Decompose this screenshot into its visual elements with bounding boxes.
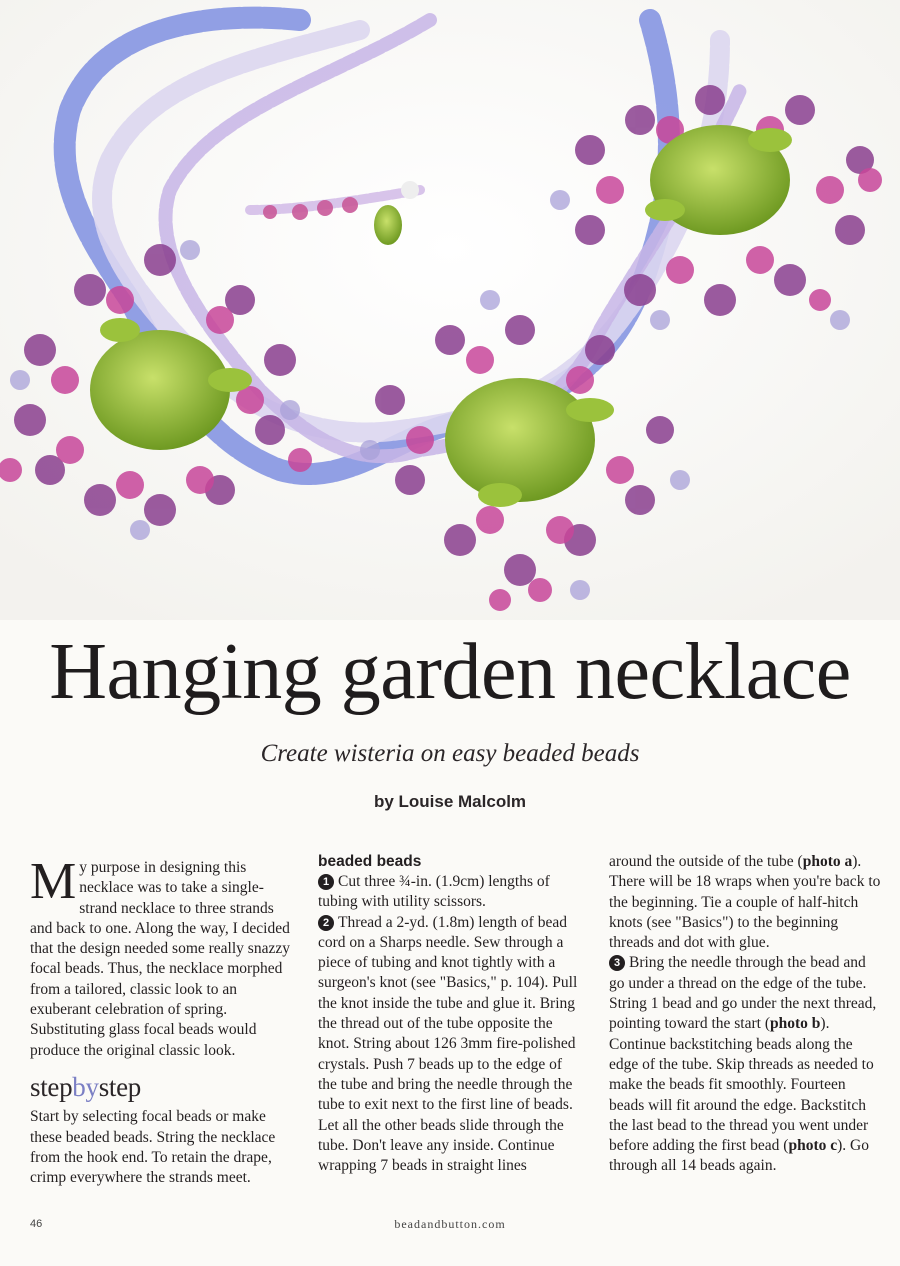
step-number-2: 2	[318, 915, 334, 931]
necklace-photo	[0, 0, 900, 620]
stepbystep-heading	[30, 1071, 300, 1102]
column-2	[318, 852, 580, 1176]
step-number-3: 3	[609, 955, 625, 971]
step-1	[318, 872, 580, 913]
intro-paragraph	[30, 853, 300, 1061]
section-heading-beaded-beads: beaded beads	[318, 853, 422, 870]
intro-text: y purpose in designing this necklace was to take a single-strand necklace to three strands and back to one. Along the way, I decided that the design needed some really snazzy focal beads. Thus, the necklace morphed from a tailored, classic look to an exuberant celebration of spring. Substituting glass focal beads would produce the original classic look.	[30, 859, 290, 1059]
photo-b-ref: photo b	[770, 1015, 821, 1033]
step-number-1: 1	[318, 874, 334, 890]
page-number: 46	[30, 1218, 43, 1230]
step-3-text-a: Bring the needle through the bead and go under a thread on the edge of the tube. String 1 bead and go under the next thread, pointing toward the start (	[609, 954, 877, 1033]
photo-c-ref: photo c	[788, 1137, 838, 1155]
step-1-text: Cut three ¾-in. (1.9cm) lengths of tubing with utility scissors.	[318, 873, 550, 911]
stepbystep-text: Start by selecting focal beads or make these beaded beads. String the necklace from the hook end. To retain the drape, crimp everywhere the strands meet.	[30, 1108, 276, 1187]
article-title: Hanging garden necklace	[49, 628, 851, 716]
drop-cap: M	[30, 853, 77, 910]
step-3	[609, 953, 883, 1176]
step-2-cont-a: around the outside of the tube (	[609, 853, 803, 870]
step-3-text-b: ). Continue backstitching beads along the edge of the tube. Skip threads as needed to make the beads fit smoothly. Fourteen beads will fit around the edge. Backstitch the last bead to the thread you went under before adding the first bead (	[609, 1015, 874, 1155]
step-2	[318, 913, 580, 1177]
step-3-text-c: ). Go through all 14 beads again.	[609, 1137, 869, 1175]
author-byline: by Louise Malcolm	[373, 792, 527, 811]
stepbystep-by: by	[72, 1071, 99, 1102]
stepbystep-step1: step	[30, 1071, 73, 1102]
photo-a-ref: photo a	[802, 853, 853, 870]
step-2-cont-b: ). There will be 18 wraps when you're back to the beginning. Tie a couple of half-hitch knots (see "Basics") to the beginning threads and dot with glue.	[609, 853, 881, 952]
column-1	[30, 853, 300, 1188]
article-subtitle: Create wisteria on easy beaded beads	[260, 740, 640, 767]
step-2-text: Thread a 2-yd. (1.8m) length of bead cord on a Sharps needle. Sew through a piece of tubing and knot tightly with a surgeon's knot (see "Basics," p. 104). Pull the knot inside the tube and glue it. Bring the thread out of the tube opposite the knot. String about 126 3mm fire-polished crystals. Push 7 beads up to the edge of the tube and bring the needle through the tube to exit next to the first line of beads. Let all the other beads slide through the tube. Don't leave any inside. Continue wrapping 7 beads in straight lines	[318, 913, 578, 1175]
step-2-continued	[609, 852, 883, 953]
stepbystep-step2: step	[98, 1071, 141, 1102]
footer-url: beadandbutton.com	[394, 1217, 506, 1231]
column-3	[609, 852, 883, 1177]
